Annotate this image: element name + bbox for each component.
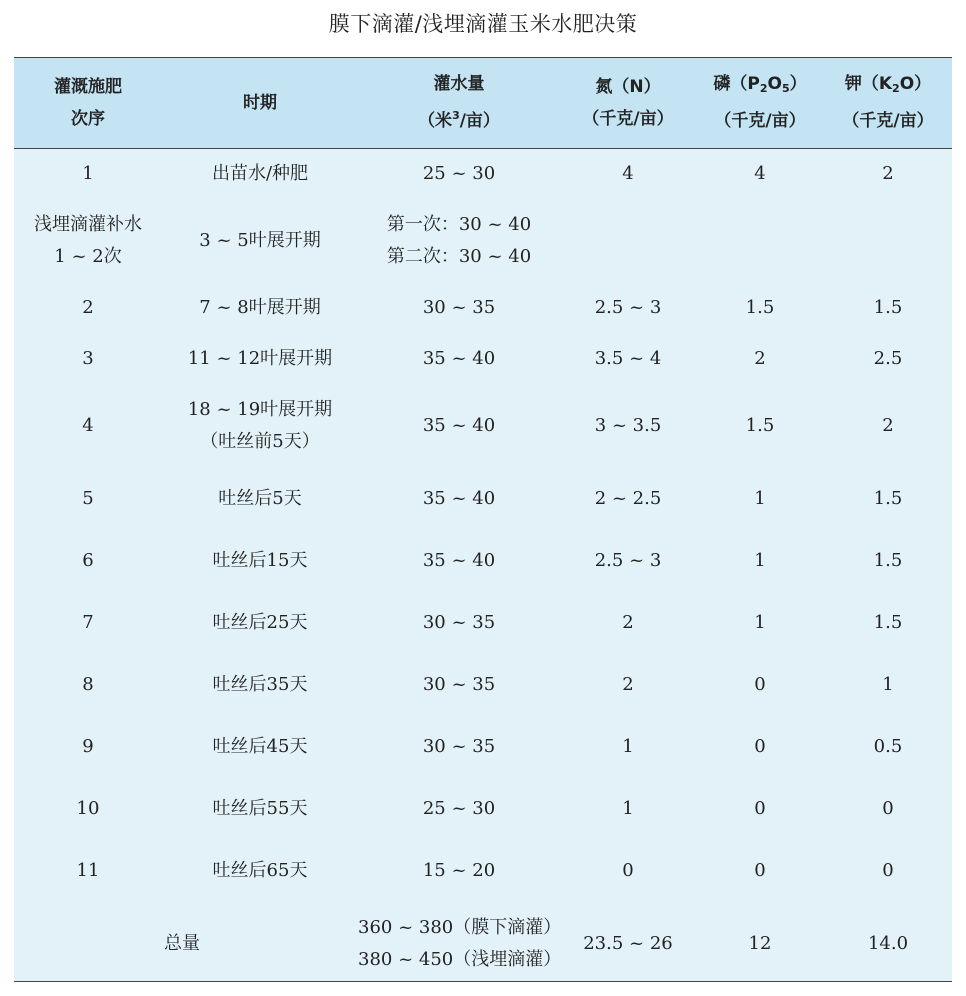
- table-row: 5 吐丝后5天 35 ~ 40 2 ~ 2.5 1 1.5: [82, 488, 903, 509]
- table-row: 4 18 ~ 19叶展开期 （吐丝前5天） 35 ~ 40 3 ~ 3.5 1.5 2: [82, 399, 894, 452]
- fertigation-table: [14, 57, 952, 982]
- header-order: 灌溉施肥 次序: [54, 76, 122, 129]
- table-row: 8 吐丝后35天 30 ~ 35 2 0 1: [82, 674, 894, 695]
- table-header-row: [14, 58, 952, 148]
- table-row: 11 吐丝后65天 15 ~ 20 0 0 0: [76, 860, 894, 881]
- table-total-row: 总量 360 ~ 380（膜下滴灌） 380 ~ 450（浅埋滴灌） 23.5 ~ 26 12 14.0: [164, 917, 909, 970]
- table-row: 6 吐丝后15天 35 ~ 40 2.5 ~ 3 1 1.5: [82, 550, 903, 571]
- header-nitrogen: 氮（N） （千克/亩）: [582, 76, 674, 129]
- table-row: 9 吐丝后45天 30 ~ 35 1 0 0.5: [82, 736, 903, 757]
- page-title: 膜下滴灌/浅埋滴灌玉米水肥决策: [328, 12, 638, 36]
- table-row: 10 吐丝后55天 25 ~ 30 1 0 0: [76, 798, 894, 819]
- table-row: 2 7 ~ 8叶展开期 30 ~ 35 2.5 ~ 3 1.5 1.5: [82, 297, 903, 318]
- header-period: 时期: [243, 92, 277, 113]
- table-row: 3 11 ~ 12叶展开期 35 ~ 40 3.5 ~ 4 2 2.5: [82, 348, 903, 369]
- header-water-unit: （米$^3$/亩）: [418, 109, 500, 132]
- table-row: 7 吐丝后25天 30 ~ 35 2 1 1.5: [82, 612, 903, 633]
- table: [14, 58, 952, 986]
- header-phosphorus: 磷$(P_2O_5)$ （千克/亩）: [713, 74, 807, 132]
- header-potassium: 钾$(K_2O)$ （千克/亩）: [842, 74, 934, 132]
- header-water: 灌水量 （米$^3$/亩）: [358, 58, 560, 148]
- table-row: 1 出苗水/种肥 25 ~ 30 4 4 2: [82, 163, 894, 185]
- table-row: 浅埋滴灌补水 1 ~ 2次 3 ~ 5叶展开期 第一次：30 ~ 40 第二次：30 ~ 40: [34, 214, 532, 267]
